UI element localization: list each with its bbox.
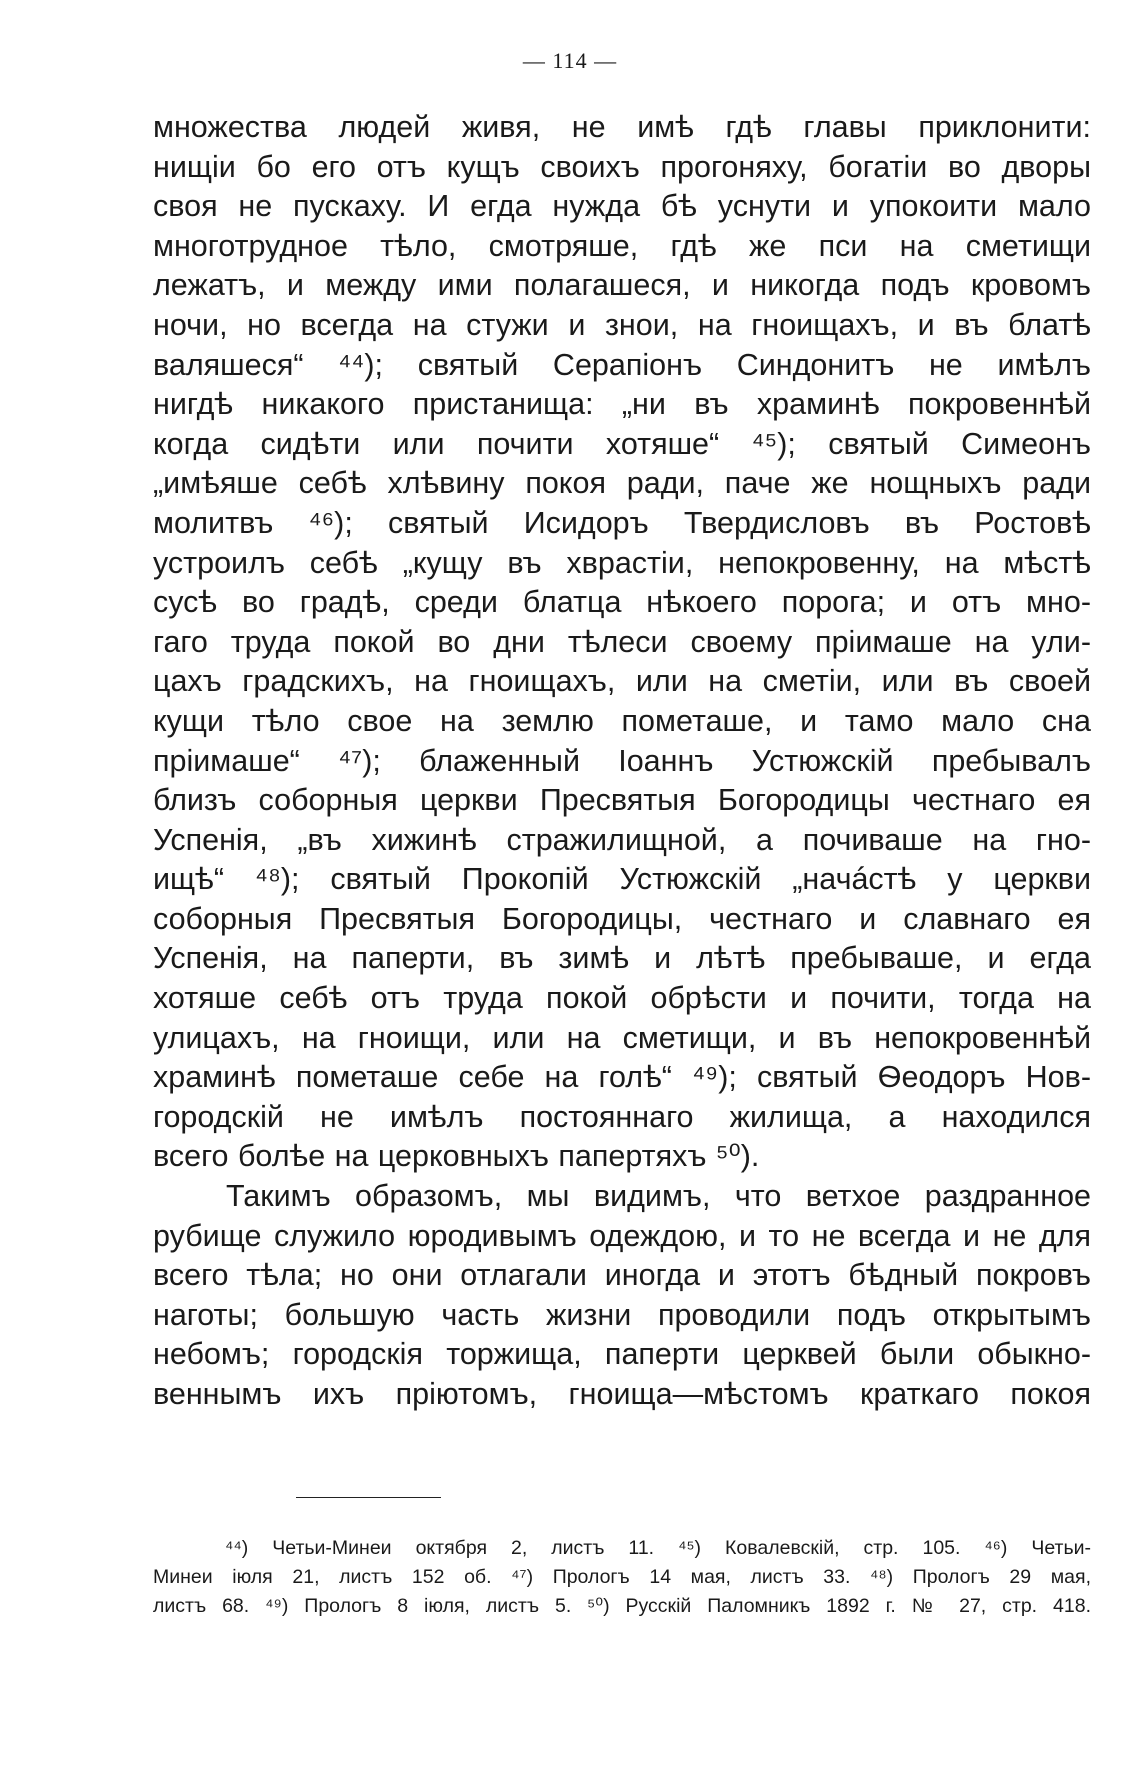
- text-line: нищіи бо его отъ кущъ своихъ прогоняху, богатіи во дворы: [153, 149, 1091, 184]
- footnotes: [153, 1534, 1091, 1621]
- main-text: [153, 108, 1091, 1415]
- text-line-paragraph-start: Такимъ образомъ, мы видимъ, что ветхое раздранное: [226, 1179, 1091, 1214]
- text-line: когда сидѣти или почити хотяше“ ⁴⁵); святый Симеонъ: [153, 426, 1091, 461]
- text-line: близъ соборныя церкви Пресвятыя Богородицы честнаго ея: [153, 783, 1091, 818]
- text-line: цахъ градскихъ, на гноищахъ, или на сметіи, или въ своей: [153, 664, 1091, 699]
- text-line: соборныя Пресвятыя Богородицы, честнаго и славнаго ея: [153, 901, 1091, 936]
- text-line: гаго труда покой во дни тѣлеси своему пріимаше на ули-: [153, 624, 1091, 659]
- footnote-line: ⁴⁴) Четьи-Минеи октября 2, листъ 11. ⁴⁵) Ковалевскій, стр. 105. ⁴⁶) Четьи-: [225, 1537, 1091, 1559]
- footnote-line: листъ 68. ⁴⁹) Прологъ 8 іюля, листъ 5. ⁵⁰) Русскій Паломникъ 1892 г. № 27, стр. 418.: [153, 1595, 1091, 1617]
- text-line: своя не пускаху. И егда нужда бѣ уснути и упокоити мало: [153, 189, 1091, 224]
- text-line: сусѣ во градѣ, среди блатца нѣкоего порога; и отъ мно-: [153, 585, 1091, 620]
- text-line: улицахъ, на гноищи, или на сметищи, и въ непокровеннѣй: [153, 1020, 1091, 1055]
- text-line: лежатъ, и между ими полагашеся, и никогда подъ кровомъ: [153, 268, 1091, 303]
- text-line-paragraph-end: всего болѣе на церковныхъ папертяхъ ⁵⁰).: [153, 1139, 760, 1174]
- text-line: наготы; большую часть жизни проводили подъ открытымъ: [153, 1297, 1091, 1332]
- footnote-line: Минеи іюля 21, листъ 152 об. ⁴⁷) Прологъ 14 мая, листъ 33. ⁴⁸) Прологъ 29 мая,: [153, 1566, 1091, 1588]
- text-line: храминѣ пометаше себе на голѣ“ ⁴⁹); святый Ѳеодоръ Нов-: [153, 1060, 1091, 1095]
- footnote-divider: [296, 1497, 441, 1498]
- text-line: пріимаше“ ⁴⁷); блаженный Іоаннъ Устюжскій пребывалъ: [153, 743, 1091, 778]
- text-line: Успенія, на паперти, въ зимѣ и лѣтѣ пребываше, и егда: [153, 941, 1091, 976]
- text-line: Успенія, „въ хижинѣ стражилищной, а почиваше на гно-: [153, 822, 1091, 857]
- text-line: небомъ; городскія торжища, паперти церквей были обыкно-: [153, 1337, 1091, 1372]
- text-line: устроилъ себѣ „кущу въ хврастіи, непокровенну, на мѣстѣ: [153, 545, 1091, 580]
- text-line: нигдѣ никакого пристанища: „ни въ храминѣ покровеннѣй: [153, 387, 1091, 422]
- text-line: ищѣ“ ⁴⁸); святый Прокопій Устюжскій „начáстѣ у церкви: [153, 862, 1091, 897]
- text-line: множества людей живя, не имѣ гдѣ главы приклонити:: [153, 110, 1091, 144]
- text-line: ночи, но всегда на стужи и знои, на гноищахъ, и въ блатѣ: [153, 307, 1091, 342]
- text-line: рубище служило юродивымъ одеждою, и то не всегда и не для: [153, 1218, 1091, 1253]
- text-line: многотрудное тѣло, смотряше, гдѣ же пси на сметищи: [153, 228, 1091, 263]
- page-number: — 114 —: [522, 48, 618, 73]
- text-line: хотяше себѣ отъ труда покой обрѣсти и почити, тогда на: [153, 981, 1091, 1016]
- text-line: городскій не имѣлъ постояннаго жилища, а находился: [153, 1099, 1091, 1134]
- text-line: валяшеся“ ⁴⁴); святый Серапіонъ Синдонитъ не имѣлъ: [153, 347, 1091, 382]
- text-line: веннымъ ихъ пріютомъ, гноища—мѣстомъ краткаго покоя: [153, 1377, 1091, 1411]
- text-line: всего тѣла; но они отлагали иногда и этотъ бѣдный покровъ: [153, 1258, 1091, 1293]
- text-line: „имѣяше себѣ хлѣвину покоя ради, паче же нощныхъ ради: [153, 466, 1091, 501]
- text-line: кущи тѣло свое на землю пометаше, и тамо мало сна: [153, 703, 1091, 738]
- text-line: молитвъ ⁴⁶); святый Исидоръ Твердисловъ въ Ростовѣ: [153, 505, 1091, 540]
